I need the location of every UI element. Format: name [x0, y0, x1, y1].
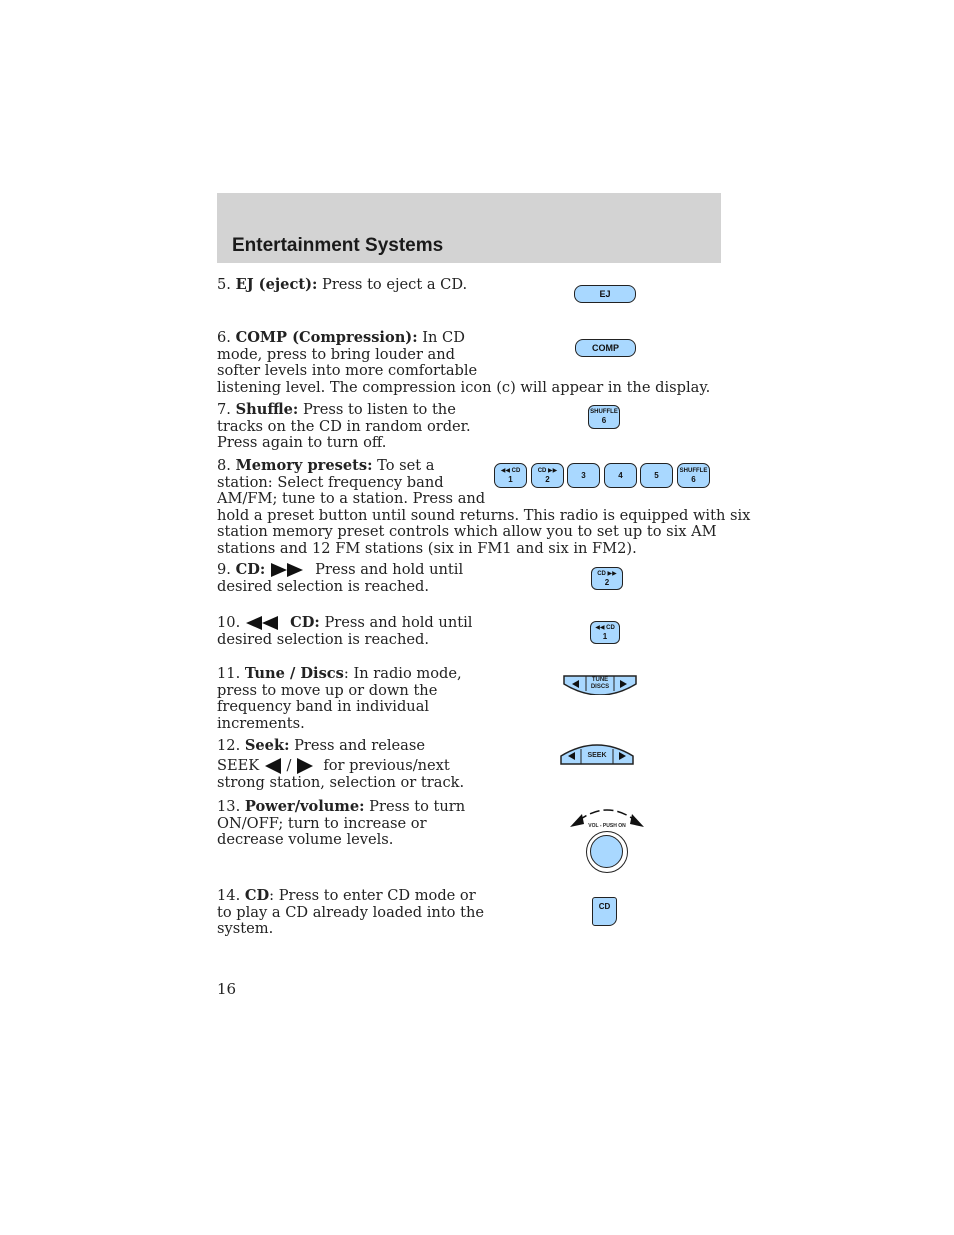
item-text: Press again to turn off.	[217, 434, 387, 451]
cd-forward-button[interactable]	[591, 567, 623, 590]
item-label: EJ (eject):	[235, 276, 318, 293]
item-number: 11.	[217, 665, 241, 682]
item-seek	[217, 738, 464, 791]
item-number: 13.	[217, 798, 241, 815]
volume-control	[566, 803, 648, 875]
item-cd-reverse	[217, 615, 472, 648]
preset-label: CD ▶▶	[537, 467, 558, 474]
comp-button[interactable]	[575, 339, 636, 357]
item-text: : Press to enter CD mode or	[269, 887, 476, 904]
preset-number: 3	[581, 471, 586, 480]
item-text: To set a	[377, 457, 435, 474]
shuffle-button[interactable]	[588, 405, 620, 429]
item-number: 12.	[217, 737, 241, 754]
cd-button-label: CD	[598, 902, 611, 911]
item-text: : In radio mode,	[343, 665, 462, 682]
item-label: Memory presets:	[235, 457, 373, 474]
page-number: 16	[217, 980, 237, 998]
item-number: 5.	[217, 276, 231, 293]
preset-number: 6	[691, 474, 696, 484]
preset-button-2[interactable]	[531, 463, 564, 488]
item-text: listening level. The compression icon (c) will appear in the display.	[217, 378, 711, 396]
volume-knob[interactable]	[586, 831, 628, 873]
eject-button-label: EJ	[599, 289, 611, 299]
cd-reverse-button-label: ◀◀ CD	[595, 624, 615, 631]
item-text: Press and release	[294, 737, 425, 754]
item-text: softer levels into more comfortable	[217, 362, 478, 379]
section-header	[217, 193, 721, 263]
tune-label: TUNE	[591, 677, 609, 683]
item-shuffle	[217, 402, 471, 452]
item-text: In CD	[422, 329, 465, 346]
comp-button-label: COMP	[592, 343, 619, 353]
cd-reverse-button-number: 1	[602, 631, 608, 641]
preset-button-5[interactable]	[640, 463, 673, 488]
item-text: decrease volume levels.	[217, 831, 394, 848]
volume-knob-label: VOL - PUSH ON	[588, 823, 626, 829]
item-text: SEEK	[217, 756, 260, 774]
item-cd	[217, 888, 484, 938]
preset-button-6[interactable]	[677, 463, 710, 488]
rewind-icon	[245, 615, 281, 631]
volume-knob-inner	[590, 835, 623, 868]
cd-forward-button-number: 2	[604, 577, 610, 587]
preset-number: 2	[545, 474, 550, 484]
item-text: ON/OFF; turn to increase or	[217, 814, 427, 832]
item-cd-forward	[217, 562, 463, 595]
item-label: Shuffle:	[235, 401, 299, 418]
seek-forward-icon	[296, 757, 314, 775]
item-label: CD:	[235, 561, 266, 578]
item-number: 10.	[217, 614, 241, 631]
tune-discs-label	[586, 677, 614, 691]
preset-label: SHUFFLE	[679, 467, 708, 474]
preset-button-4[interactable]	[604, 463, 637, 488]
item-text: system.	[217, 920, 274, 937]
preset-number: 5	[654, 471, 659, 480]
item-text: tracks on the CD in random order.	[217, 417, 471, 435]
item-text: desired selection is reached.	[217, 630, 429, 648]
item-label: CD	[244, 887, 270, 904]
item-text: Press to eject a CD.	[322, 276, 468, 293]
fast-forward-icon	[270, 562, 306, 578]
seek-label: SEEK	[587, 752, 607, 759]
eject-button[interactable]	[574, 285, 636, 303]
cd-reverse-button[interactable]	[590, 621, 620, 644]
preset-button-1[interactable]	[494, 463, 527, 488]
item-text: increments.	[217, 714, 305, 732]
cd-forward-button-label: CD ▶▶	[597, 570, 617, 577]
discs-label: DISCS	[590, 684, 610, 690]
item-text: hold a preset button until sound returns. This radio is equipped with six	[217, 506, 751, 524]
shuffle-button-label: SHUFFLE	[590, 409, 618, 415]
shuffle-button-number: 6	[601, 416, 607, 425]
item-label: Tune / Discs	[244, 665, 344, 682]
item-text: strong station, selection or track.	[217, 773, 465, 791]
item-label: CD:	[290, 614, 320, 631]
cd-button[interactable]	[592, 897, 617, 926]
item-number: 14.	[217, 887, 241, 904]
item-label: Seek:	[244, 737, 290, 754]
item-text: Press to listen to the	[302, 401, 456, 418]
item-number: 9.	[217, 561, 231, 578]
preset-number: 1	[508, 474, 513, 484]
tune-discs-rocker[interactable]	[562, 674, 638, 695]
item-number: 8.	[217, 457, 231, 474]
item-text: press to move up or down the	[217, 681, 438, 699]
item-number: 6.	[217, 329, 231, 346]
item-label: Power/volume:	[244, 798, 365, 815]
item-text: Press and hold until	[315, 561, 464, 578]
preset-label: ◀◀ CD	[500, 467, 521, 474]
item-text: desired selection is reached.	[217, 577, 429, 595]
item-text: station: Select frequency band	[217, 473, 444, 491]
item-power-volume	[217, 799, 465, 849]
item-text: AM/FM; tune to a station. Press and	[217, 490, 486, 507]
item-eject	[217, 277, 467, 294]
item-tune-discs	[217, 666, 462, 732]
item-label: COMP (Compression):	[235, 329, 418, 346]
item-text: frequency band in individual	[217, 698, 430, 715]
seek-rocker[interactable]	[559, 744, 635, 766]
item-text: Press to turn	[369, 798, 466, 815]
preset-number: 4	[618, 471, 623, 480]
item-text: Press and hold until	[324, 614, 473, 631]
preset-button-3[interactable]	[567, 463, 600, 488]
item-text: /	[286, 756, 292, 774]
item-text: stations and 12 FM stations (six in FM1 and six in FM2).	[217, 539, 637, 557]
section-title: Entertainment Systems	[232, 235, 444, 256]
item-text: for previous/next	[323, 756, 450, 774]
item-text: station memory preset controls which allow you to set up to six AM	[217, 523, 717, 540]
item-text: to play a CD already loaded into the	[217, 903, 485, 921]
item-number: 7.	[217, 401, 231, 418]
item-text: mode, press to bring louder and	[217, 345, 455, 363]
seek-back-icon	[264, 757, 282, 775]
